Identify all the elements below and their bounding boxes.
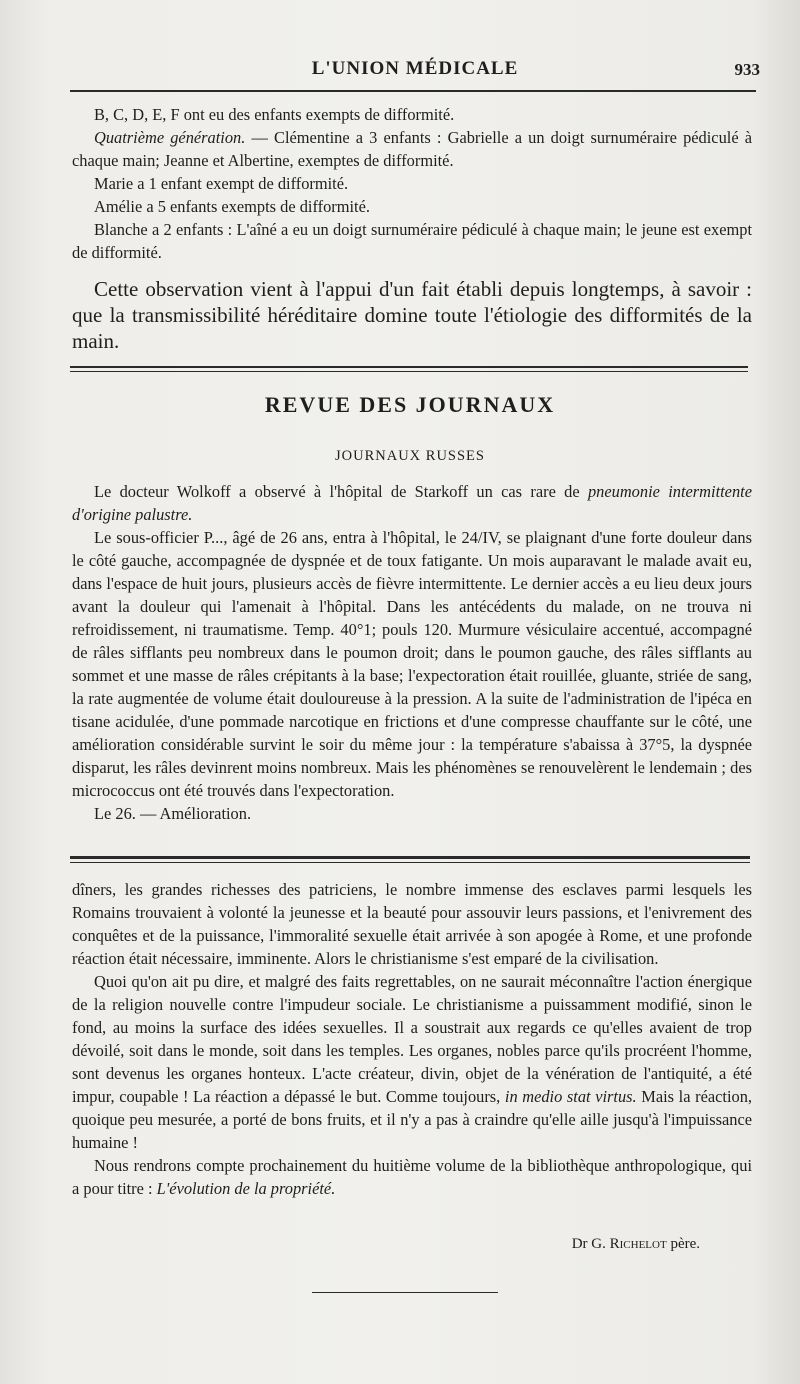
genealogy-line: Clémentine a 3 enfants : Gabrielle a un doigt surnuméraire pédiculé à chaque main; Jeanne et Albertine, exemptes de difformité. — [72, 128, 753, 170]
bottom-paragraph-3-italic: L'évolution de la propriété. — [156, 1179, 336, 1198]
bottom-paragraph-2-start: Quoi qu'on ait pu dire, et malgré des faits regrettables, on ne saurait méconnaître l'action énergique de la religion nouvelle contre l'impudeur sociale. Le christianisme a puissamment modifié, sinon le fond, au moins la surface des idées sexuelles. Il a soustrait aux regards ce qu'elles avaient de trop dévoilé, soit dans le monde, soit dans les temples. Les organes, nobles parce qu'ils procréent l'homme, sont devenus les organes honteux. L'acte créateur, divin, objet de la vénération de l'antiquité, a été impur, coupable ! La réaction a dépassé le but. Comme toujours, — [72, 972, 752, 1106]
genealogy-line: Blanche a 2 enfants : L'aîné a eu un doigt surnuméraire pédiculé à chaque main; le jeune est exempt de difformité. — [72, 220, 752, 262]
followup-line: Le 26. — Amélioration. — [94, 804, 252, 823]
bottom-section — [72, 878, 752, 1200]
subsection-title: JOURNAUX RUSSES — [335, 448, 485, 464]
page-number: 933 — [734, 60, 760, 79]
conclusion-paragraph: Cette observation vient à l'appui d'un fait établi depuis longtemps, à savoir : que la transmissibilité héréditaire domine toute l'étiologie des difformités de la main. — [72, 277, 752, 353]
review-intro-text: Le docteur Wolkoff a observé à l'hôpital de Starkoff un cas rare de — [94, 482, 588, 501]
section-rule-bottom-thin — [70, 862, 750, 863]
signature-prefix: Dr G. — [571, 1236, 610, 1252]
section-rule-bottom — [70, 856, 750, 859]
author-signature — [572, 1236, 700, 1253]
bottom-paragraph-2-italic: in medio stat virtus. — [504, 1087, 637, 1106]
bottom-paragraph-1: dîners, les grandes richesses des patriciens, le nombre immense des esclaves parmi lesquels les Romains trouvaient à volonté la jeunesse et la beauté pour assouvir leurs passions, et l'enivrement des conquêtes et de la puissance, l'immoralité sexuelle était arrivée à son apogée à Rome, et une profonde réaction était nécessaire, imminente. Alors le christianisme s'est emparé de la civilisation. — [72, 880, 752, 968]
bottom-paragraph-2 — [72, 970, 752, 1154]
review-intro-italic: pneumonie intermittente d'origine palustre. — [72, 482, 752, 524]
bottom-paragraph-2-end: Mais la réaction, quoique peu mesurée, a porté de bons fruits, et il n'y a pas à craindre qu'elle aille jusqu'à l'impuissance humaine ! — [72, 1087, 752, 1152]
bottom-paragraph-3-start: Nous rendrons compte prochainement du huitième volume de la bibliothèque anthropologique, qui a pour titre : — [72, 1156, 752, 1198]
section-rule-top-thin — [70, 371, 748, 372]
genealogy-section — [72, 103, 752, 354]
section-rule-top — [70, 366, 748, 368]
genealogy-line: Marie a 1 enfant exempt de difformité. — [94, 174, 349, 193]
page-header — [70, 58, 760, 88]
bottom-paragraph-3 — [72, 1154, 752, 1200]
signature-suffix: père. — [666, 1236, 700, 1252]
end-rule — [312, 1292, 498, 1293]
section-title: REVUE DES JOURNAUX — [264, 392, 556, 417]
fourth-generation-dash: — — [245, 128, 275, 147]
header-rule — [70, 90, 756, 92]
journal-title: L'UNION MÉDICALE — [311, 58, 519, 79]
genealogy-line: B, C, D, E, F ont eu des enfants exempts de difformité. — [94, 105, 455, 124]
fourth-generation-label: Quatrième génération. — [94, 128, 246, 147]
fourth-generation-paragraph — [72, 126, 752, 172]
genealogy-line: Amélie a 5 enfants exempts de difformité. — [94, 197, 370, 216]
review-intro — [72, 480, 752, 526]
signature-name: Richelot — [609, 1236, 667, 1252]
case-paragraph: Le sous-officier P..., âgé de 26 ans, entra à l'hôpital, le 24/IV, se plaignant d'une forte douleur dans le côté gauche, accompagnée de dyspnée et de toux fatigante. Un mois auparavant le malade avait eu, dans l'espace de huit jours, plusieurs accès de fièvre intermittente. Le dernier accès a eu lieu deux jours avant la douleur qui l'amenait à l'hôpital. Dans les antécédents du malade, on ne trouva ni refroidissement, ni traumatisme. Temp. 40°1; pouls 120. Murmure vésiculaire accentué, accompagné de râles sifflants peu nombreux dans le poumon droit; dans le poumon gauche, des râles sifflants au sommet et une masse de râles crépitants à la base; l'expectoration était rouillée, gluante, striée de sang, la rate augmentée de volume était douloureuse à la pression. A la suite de l'administration de l'ipéca en tisane acidulée, d'une pommade narcotique en frictions et d'une compresse chauffante sur le côté, une amélioration considérable survint le soir du même jour : la température s'abaissa à 37°5, la dyspnée disparut, les râles devinrent moins nombreux. Mais les phénomènes se renouvelèrent le lendemain ; des micrococcus ont été trouvés dans l'expectoration. — [72, 528, 752, 800]
review-section — [72, 480, 752, 825]
